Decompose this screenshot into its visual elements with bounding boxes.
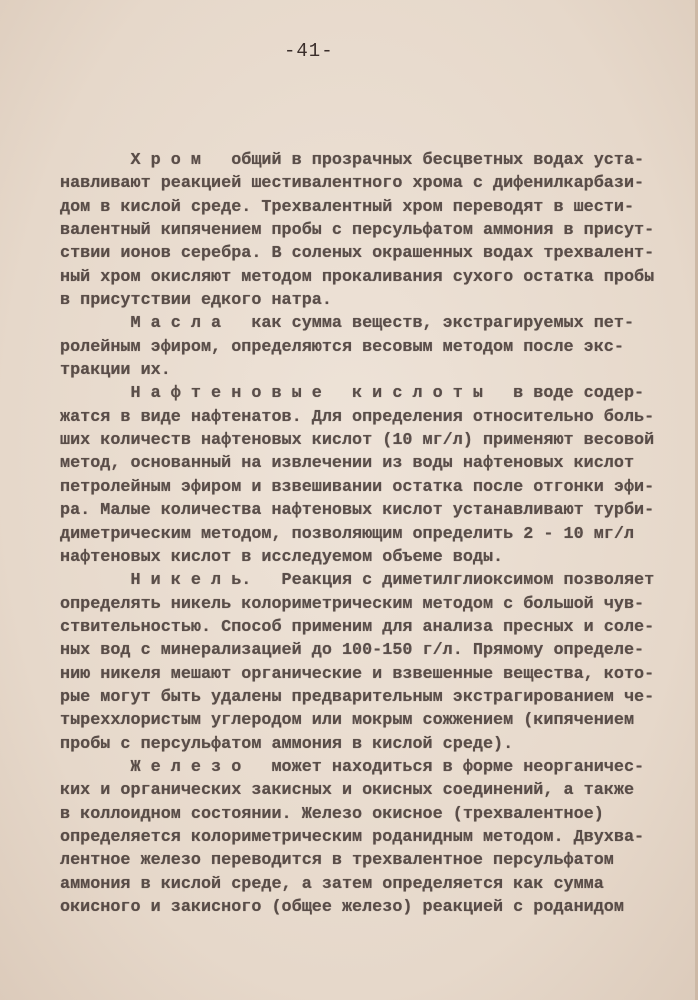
text-line: петролейным эфиром и взвешивании остатка после отгонки эфи- <box>60 477 655 497</box>
text-line: дом в кислой среде. Трехвалентный хром переводят в шести- <box>60 197 635 217</box>
text-line: тракции их. <box>60 361 171 381</box>
text-line: определять никель колориметрическим методом с большой чув- <box>60 594 645 614</box>
text-line: аммония в кислой среде, а затем определяется как сумма <box>60 874 604 894</box>
text-line: в коллоидном состоянии. Железо окисное (трехвалентное) <box>60 804 604 824</box>
text-line: метод, основанный на извлечении из воды нафтеновых кислот <box>60 454 635 474</box>
text-line: Х р о м общий в прозрачных бесцветных водах уста- <box>60 151 645 170</box>
text-line: рые могут быть удалены предварительным экстрагированием че- <box>60 687 655 707</box>
text-line: навливают реакцией шестивалентного хрома с дифенилкарбази- <box>60 174 645 194</box>
text-line: М а с л а как сумма веществ, экстрагируемых пет- <box>60 314 635 334</box>
text-line: Ж е л е з о может находиться в форме неорганичес- <box>60 757 645 777</box>
text-line: ра. Малые количества нафтеновых кислот устанавливают турби- <box>60 501 655 521</box>
text-line: определяется колориметрическим роданидным методом. Двухва- <box>60 827 645 847</box>
text-line: диметрическим методом, позволяющим определить 2 - 10 мг/л <box>60 524 635 544</box>
text-line: ствительностью. Способ применим для анализа пресных и соле- <box>60 617 655 637</box>
text-line: пробы с персульфатом аммония в кислой среде). <box>60 734 514 754</box>
text-line: валентный кипячением пробы с персульфатом аммония в присут- <box>60 221 655 241</box>
text-line: тыреххлористым углеродом или мокрым сожжением (кипячением <box>60 711 635 731</box>
text-line: окисного и закисного (общее железо) реакцией с роданидом <box>60 898 624 917</box>
text-line: лентное железо переводится в трехвалентное персульфатом <box>60 851 614 871</box>
text-line: жатся в виде нафтенатов. Для определения относительно боль- <box>60 407 655 427</box>
text-line: ный хром окисляют методом прокаливания сухого остатка пробы <box>60 267 655 287</box>
text-line: ших количеств нафтеновых кислот (10 мг/л) применяют весовой <box>60 431 655 451</box>
text-line: в присутствии едкого натра. <box>60 291 332 311</box>
text-line: Н а ф т е н о в ы е к и с л о т ы в воде содер- <box>60 384 645 404</box>
text-line: нию никеля мешают органические и взвешенные вещества, кото- <box>60 664 655 684</box>
text-line: ролейным эфиром, определяются весовым методом после экс- <box>60 337 624 357</box>
text-line: ных вод с минерализацией до 100-150 г/л. Прямому определе- <box>60 641 645 661</box>
text-line: Н и к е л ь. Реакция с диметилглиоксимом позволяет <box>60 571 655 591</box>
document-body <box>60 149 680 919</box>
text-line: нафтеновых кислот в исследуемом объеме воды. <box>60 547 504 567</box>
text-line: ствии ионов серебра. В соленых окрашенных водах трехвалент- <box>60 244 655 264</box>
text-line: ких и органических закисных и окисных соединений, а также <box>60 781 635 801</box>
page-number: -41- <box>284 40 334 62</box>
